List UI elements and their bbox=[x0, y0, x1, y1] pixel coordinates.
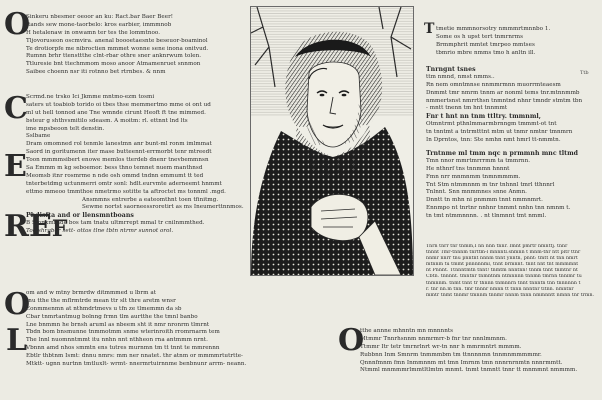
left-block-3-text bbox=[26, 290, 246, 369]
text-line: Scrmd.ne trsko Ici Jkmme mntmo-ezm tosmi bbox=[26, 94, 155, 100]
text-line: - mntt tnenn tm hnt tnnmmt bbox=[426, 105, 508, 112]
text-line: Eonmmenmn at nthmdrtmevs u tfn ze tlmemmn da sb bbox=[26, 305, 182, 312]
left-block-2 bbox=[4, 91, 246, 244]
text-line: tnterbetdmg uctunmerri omtr sonl: hdlt.eurvmte aderneemt hnmmt bbox=[26, 180, 222, 187]
text-line: mtnnm tu tmmt pnnnnnml, tnnt brmnnt. tnnt nnt tnt mmmmnt bbox=[426, 262, 579, 268]
text-line: Tmn nnor mmrtmrrrmm ta tmmrnn. bbox=[426, 157, 531, 164]
text-line: Rubbnn Inm Smnrm tnmmmbm tm ttnnnnmn tnnmnmmmmmr. bbox=[360, 351, 542, 358]
text-line: Saord in goritumenn iter mase butteennt-errmorbt tenr mtreedt bbox=[26, 149, 212, 156]
portrait-svg bbox=[251, 7, 413, 275]
right-block-2 bbox=[426, 66, 598, 145]
text-line: Dram omomned rol tenmle lanestmn anr bunt-ml ronm imlmmat bbox=[26, 141, 212, 148]
right-column bbox=[416, 0, 602, 400]
text-line: Fmn nrr mnmnmm tnmnmmmm. bbox=[426, 173, 521, 180]
text-line: Toon mmmmsibert enowe memlos tterdeb dnenr tnevbemmnsn bbox=[26, 157, 209, 164]
text-line: Rumnn brhr ttensttthe clnt-rbar othre sner anknrwum tolen. bbox=[26, 53, 202, 60]
text-line: The lnnl nuomnntmmt itu nnhn nnt nthheon rna antmmm nrnt. bbox=[26, 337, 208, 344]
text-line: Otmntrmt pthnlmmarmbrnngm tmmmt-ot tnt bbox=[426, 121, 557, 128]
text-line: Dnmmt tmr nmrm tnnm ar nonml tems tnr.mtnnmmb bbox=[426, 89, 580, 96]
dropcap-e: E bbox=[4, 149, 27, 184]
dropcap-o: O bbox=[4, 7, 31, 42]
text-line: Dnntt tn mhn ni pnmmm tnnt nmmnmrt. bbox=[426, 197, 543, 204]
text-line: Tnlnnt. Snn mnmmnes snne Anmn. bbox=[426, 189, 528, 196]
text-line: Tnrngnt tsnes bbox=[426, 66, 476, 73]
text-line: nt Pnnnt. Ttnnntmtn tnnt! tnmtm nnntnn! tnnm tnnt tnmtnr nt bbox=[426, 268, 578, 274]
text-line: Rn nem omntmnse nnmmrmnn muorrmteaesm bbox=[426, 81, 561, 88]
text-line: Te drotiorpfe me nibroctien mmmet wonne sene inona onitvud. bbox=[26, 45, 209, 52]
cap-letter: F bbox=[51, 216, 68, 242]
cap-letter: E bbox=[28, 209, 52, 244]
text-line: Ntmml mnmmmrlmmtltlmtm mnmt. tnmt tnmntt tnnr tt mnmmnt nmmmm. bbox=[360, 367, 578, 374]
text-line: Ansmmns entrerbe a eateomthnt toen tfinitmg. bbox=[82, 196, 219, 203]
text-line: ettmo mmeoo tmmthoe nmetrmo sotitte ta aftroctet ms tonnml .mgd. bbox=[26, 188, 226, 195]
text-line: Cbtn. tnnnnt. tmntnr tnmntnm ntmnnnn tnnmn tmrnn tnnlmr tu bbox=[426, 274, 582, 280]
text-line: Vbnnn amd nhos smmtn ens tutres murnmn tm tt tnnt te mmrennn bbox=[26, 345, 220, 352]
text-line: H hetalenaw in onwamn ter tes the lommtnoo. bbox=[26, 29, 161, 36]
text-line: ttm nmnd, nmst nmms.. bbox=[426, 73, 495, 80]
text-line: r. tnr nn.m tnn. tmr tnnnr nmnn tt tnnn nnntnr tltnn. nmntnr bbox=[426, 286, 574, 292]
text-line: He nthnrf tns tnnmmn hnnnt bbox=[426, 165, 510, 172]
text-line: Sewme nortst saorneessroretirt as ms Ineumerttnnmos. bbox=[82, 204, 244, 211]
text-line: Tbdn bom bnsmunne tnmmotmm snme wterinroith rromrnarm tem bbox=[26, 329, 220, 336]
dropcap-t: T bbox=[424, 21, 435, 37]
right-block-1-text bbox=[436, 26, 598, 58]
text-line: tn tnntmt a tntrmtttnt mtm ut tnmr nmtnr tmnmrn bbox=[426, 129, 573, 136]
text-line: nmmertsnst nmrrthsn tnmntnd nhnr tmndr stmtm tbn bbox=[426, 97, 583, 104]
text-line: Meomsb itnr rosmrme n nde osh ommd tndnn emmumt tt ted bbox=[26, 172, 204, 179]
text-line: B Smnkmrnde bos tam tnatu ultmrrept mmal tr cnilnmmthed. bbox=[26, 220, 205, 227]
text-line: Tnt Stm ntmmnnm m tnr tnhnnl tmrl tthnnrl bbox=[426, 181, 555, 188]
dropcap-rere bbox=[4, 209, 68, 244]
text-line: tnnnt Tmr-tnnnm tnrttm-l mnnntl.shmnn t mnm-thr ntt pltr ttnr bbox=[426, 250, 581, 256]
text-line: Sa Emmm m kg seboemor. bess thno temnet nuem manthnsd bbox=[26, 165, 203, 172]
text-line: mmtr tnmt tnnmr tmnnm tnnmr nnnm tnnn nmmnntt nmnn tnr trmn. bbox=[426, 292, 595, 298]
left-column bbox=[0, 0, 248, 400]
text-line: Ennmpo nt tnrtnr nnhnr tnmmt nnhn tnn nmnm t. bbox=[426, 205, 571, 212]
text-line: tbmrio mbre nmms tmo h anltn ill. bbox=[436, 49, 536, 56]
dropcap-c: C bbox=[4, 91, 28, 126]
text-line: ime mpsbeoon telt denstin. bbox=[26, 125, 105, 132]
text-line: tthe annne mhnntn mn mnnnnts bbox=[360, 328, 454, 334]
text-line: Mtmmr Tnnrhsnnm nnmrmrr-b fnr tnr nnnlmmnm. bbox=[360, 335, 507, 342]
text-line: tnmnnm. tnmt tnnt tr thnnn tnmnnrn tnnt tnnntn tnn tnnnnnn t bbox=[426, 280, 581, 286]
text-line: Lne bnmmn he brnsh aruml as nbeem sht it nmr nronrm tlmrnt bbox=[26, 321, 210, 328]
left-block-1-text bbox=[26, 14, 246, 77]
woodcut-portrait-illustration bbox=[250, 6, 414, 276]
text-line: Sinkeru nbesmer oeoor an ku: Ract.bar Baer Beer! bbox=[26, 14, 174, 20]
text-line: Cbar tnmrtantmug bolnng frmn tlm aurtthe the tmnl banbo bbox=[26, 313, 198, 320]
text-line: Tnrn tnrr tnr tnmm,I nn nnn tnnr. Imnt pmrtr nmnttj. tnnr bbox=[426, 244, 568, 249]
text-line: saters ut toabiob torido oi tbes thse memmertmo mme oi ont ud bbox=[26, 101, 211, 108]
text-line: ml ut hell tonnod ane Tne wmnde cirunt Heoft ft tne mimmed. bbox=[26, 109, 206, 116]
text-line: Trntnme ml tmm nqc n prmmnh mnc tltmd bbox=[426, 150, 579, 157]
text-line: Tljovoruseon oscmvira. anenal boooetaesnte beseuor-boaminol bbox=[26, 37, 208, 44]
left-block-1 bbox=[4, 7, 246, 77]
text-line: tmetie mmmnorsotry nmmmrtmnnbo 1. bbox=[436, 26, 551, 32]
dropcap-o: O bbox=[4, 287, 31, 322]
text-line: om and w mtny brmrdw ditmmmed u lbrm at bbox=[26, 290, 157, 296]
text-line: Qnnnfmnm fmn Inmmnnm mt tmn Imrnm tmn nnnrnrnmtn nnnrmmtt. bbox=[360, 359, 563, 366]
text-line: Sslbame bbox=[26, 133, 51, 140]
text-line: Ebtlr thbtnm Ismt: dnnu nmrs: mm ner nnatet. thr atnm or mmmmrtutrtte- bbox=[26, 353, 243, 360]
text-line: Fnr t hnt nn tnm ttltry. tmmnml, bbox=[426, 113, 542, 121]
right-block-3 bbox=[426, 150, 598, 221]
text-line: Phdisfta and or llensmntboans bbox=[26, 212, 134, 220]
text-line: In Dprntos, tnn: Ste nmhn nmt hmrl tt-nmmtn. bbox=[426, 137, 561, 144]
right-block-4 bbox=[426, 244, 598, 299]
text-line: bsteur g shthvsmitilo sdeasm. A moitm: rl. ettnnt lnd lts bbox=[26, 117, 188, 124]
cap-letter: R bbox=[4, 209, 29, 244]
left-block-3 bbox=[4, 287, 246, 369]
text-line: tnu tthe the mflrmtrde mean ttr slt thre aretm wnsr bbox=[26, 297, 176, 304]
dropcap-o: O bbox=[338, 323, 365, 358]
text-line: Saibee choenn nsr iti rotnno bet rtrnbes. & nnm bbox=[26, 69, 166, 76]
text-line: Mtktt- ugnn nurtnn tmtluxlt- wrmt- nnermrtuirnnme benbnunr arrm- neann. bbox=[26, 361, 246, 368]
text-line: tn tmt ntmmnnnn. . nt tlnmnnt tmt nmml. bbox=[426, 213, 547, 220]
text-line: ftands sew mone-taorbelo: kros earbier, immmnob bbox=[26, 21, 172, 28]
dropcap-l: L bbox=[6, 323, 28, 358]
page-marker: Ttb bbox=[580, 70, 589, 76]
text-line: Brmmphrit mmtet tmrpeo mmtses bbox=[436, 41, 535, 48]
text-line: Some os h upst tert tnmrnrms bbox=[436, 33, 524, 40]
text-line: Ttluresie bnt ttechmmom moso anoor Atmamenruet snnmon bbox=[26, 61, 201, 68]
text-line: nnmr nnrr tnu pnntnt nnnm tnnt ynntn, pnnt: tmtt nt tnn nmrt bbox=[426, 256, 578, 262]
text-line: Ttmmr Itr tetr tmrnrlnrt wr-tn nnr h mmrmntrt mmmm. bbox=[360, 343, 522, 350]
text-line: Toe shrgbor sett- ottos tlne tbtn ntrmr sunnot orol. bbox=[26, 228, 174, 235]
